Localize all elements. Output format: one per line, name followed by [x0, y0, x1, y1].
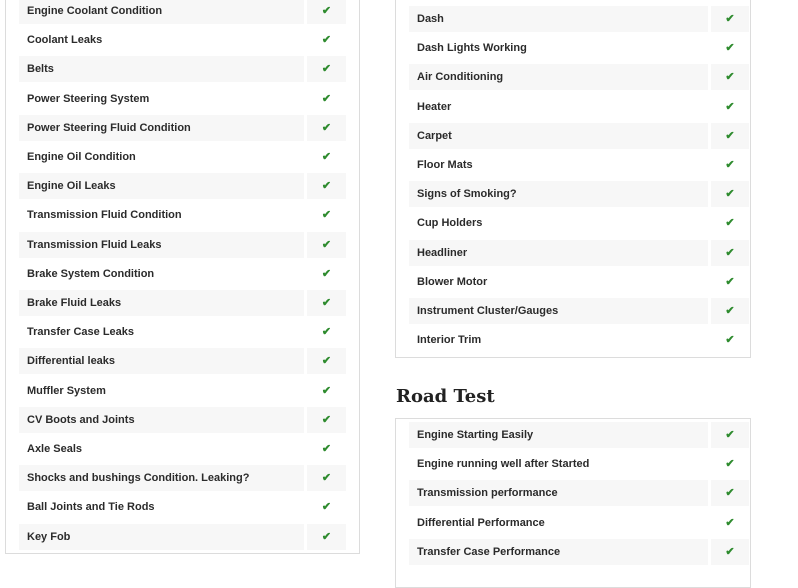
checklist-item-label: Belts	[19, 56, 304, 82]
check-icon: ✔	[711, 210, 749, 236]
check-icon: ✔	[307, 173, 346, 199]
check-icon: ✔	[307, 348, 346, 374]
checklist-item-label: Power Steering Fluid Condition	[19, 115, 304, 141]
check-icon: ✔	[711, 269, 749, 295]
checklist-item-label: Dash Lights Working	[409, 35, 708, 61]
check-icon: ✔	[307, 232, 346, 258]
checklist-item-label: Power Steering System	[19, 86, 304, 112]
checklist-item-label: Cup Holders	[409, 210, 708, 236]
checklist-item-label: Differential leaks	[19, 348, 304, 374]
checklist-item-label: Engine Coolant Condition	[19, 0, 304, 24]
check-icon: ✔	[307, 115, 346, 141]
check-icon: ✔	[307, 144, 346, 170]
check-icon: ✔	[307, 0, 346, 24]
checklist-item-label: Differential Performance	[409, 510, 708, 536]
check-icon: ✔	[711, 327, 749, 353]
check-icon: ✔	[307, 407, 346, 433]
checklist-item-label: Signs of Smoking?	[409, 181, 708, 207]
checklist-item-label: Brake Fluid Leaks	[19, 290, 304, 316]
checklist-item-label: Engine Starting Easily	[409, 422, 708, 448]
check-icon: ✔	[711, 6, 749, 32]
check-icon: ✔	[711, 123, 749, 149]
checklist-item-label: Carpet	[409, 123, 708, 149]
check-icon: ✔	[307, 86, 346, 112]
checklist-item-label: Transmission Fluid Leaks	[19, 232, 304, 258]
check-icon: ✔	[711, 152, 749, 178]
check-icon: ✔	[307, 27, 346, 53]
checklist-item-label: Shocks and bushings Condition. Leaking?	[19, 465, 304, 491]
checklist-item-label: Air Conditioning	[409, 64, 708, 90]
checklist-item-label: Floor Mats	[409, 152, 708, 178]
checklist-item-label: Engine Oil Condition	[19, 144, 304, 170]
checklist-item-label: CV Boots and Joints	[19, 407, 304, 433]
check-icon: ✔	[307, 494, 346, 520]
checklist-item-label: Axle Seals	[19, 436, 304, 462]
check-icon: ✔	[711, 64, 749, 90]
road-test-checklist	[395, 418, 751, 588]
check-icon: ✔	[711, 422, 749, 448]
checklist-item-label: Coolant Leaks	[19, 27, 304, 53]
check-icon: ✔	[307, 290, 346, 316]
check-icon: ✔	[711, 480, 749, 506]
check-icon: ✔	[307, 261, 346, 287]
checklist-item-label: Dash	[409, 6, 708, 32]
checklist-item-label: Brake System Condition	[19, 261, 304, 287]
checklist-item-label: Transfer Case Leaks	[19, 319, 304, 345]
check-icon: ✔	[711, 510, 749, 536]
checklist-item-label: Key Fob	[19, 524, 304, 550]
check-icon: ✔	[307, 524, 346, 550]
checklist-item-label: Transfer Case Performance	[409, 539, 708, 565]
checklist-item-label: Heater	[409, 94, 708, 120]
under-hood-checklist	[5, 0, 360, 554]
check-icon: ✔	[307, 436, 346, 462]
checklist-item-label: Ball Joints and Tie Rods	[19, 494, 304, 520]
checklist-item-label: Muffler System	[19, 378, 304, 404]
interior-checklist	[395, 0, 751, 358]
check-icon: ✔	[307, 56, 346, 82]
checklist-item-label: Engine running well after Started	[409, 451, 708, 477]
check-icon: ✔	[711, 94, 749, 120]
check-icon: ✔	[711, 35, 749, 61]
checklist-item-label: Headliner	[409, 240, 708, 266]
check-icon: ✔	[711, 298, 749, 324]
checklist-item-label: Engine Oil Leaks	[19, 173, 304, 199]
check-icon: ✔	[307, 319, 346, 345]
check-icon: ✔	[307, 202, 346, 228]
check-icon: ✔	[711, 539, 749, 565]
check-icon: ✔	[711, 181, 749, 207]
check-icon: ✔	[307, 465, 346, 491]
check-icon: ✔	[711, 451, 749, 477]
checklist-item-label: Instrument Cluster/Gauges	[409, 298, 708, 324]
check-icon: ✔	[307, 378, 346, 404]
checklist-item-label: Blower Motor	[409, 269, 708, 295]
check-icon: ✔	[711, 240, 749, 266]
checklist-item-label: Transmission Fluid Condition	[19, 202, 304, 228]
checklist-item-label: Transmission performance	[409, 480, 708, 506]
road-test-heading: Road Test	[396, 386, 495, 407]
checklist-item-label: Interior Trim	[409, 327, 708, 353]
